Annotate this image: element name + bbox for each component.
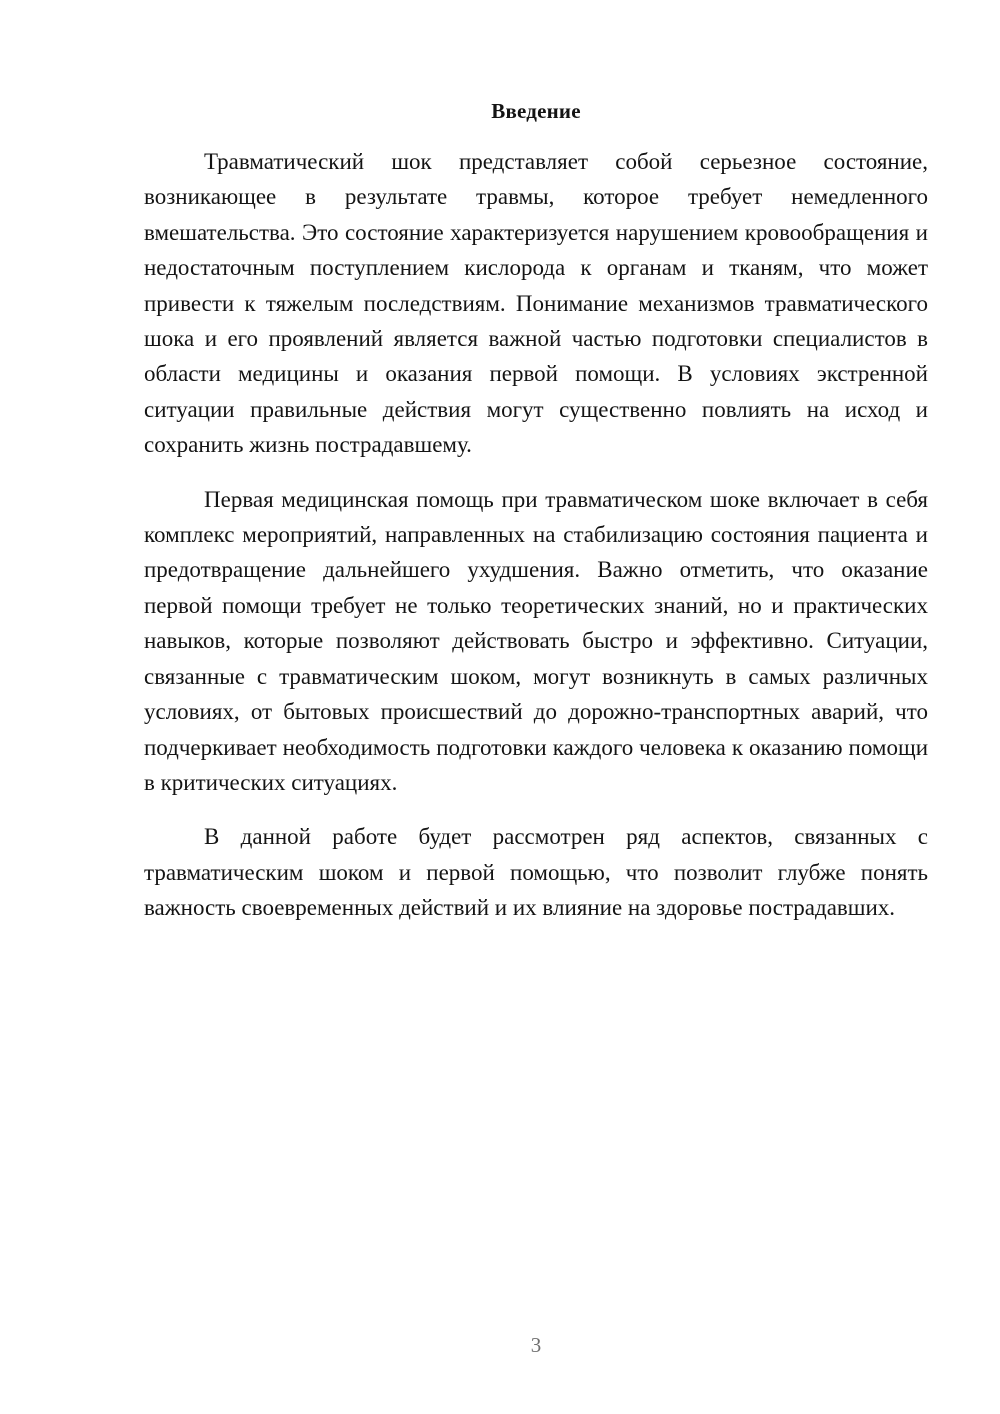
page-number: 3 — [530, 1333, 542, 1357]
section-title: Введение — [491, 99, 581, 123]
paragraph-1: Травматический шок представляет собой серьезное состояние, возникающее в результате травмы, которое требует немедленного вмешательства. Это состояние характеризуется нарушением кровообращения и недостаточным поступлением кислорода к органам и тканям, что может привести к тяжелым последствиям. Понимание механизмов травматического шока и его проявлений является важной частью подготовки специалистов в области медицины и оказания первой помощи. В условиях экстренной ситуации правильные действия могут существенно повлиять на исход и сохранить жизнь пострадавшему. — [144, 149, 928, 458]
body-text — [144, 144, 928, 926]
paragraph-2: Первая медицинская помощь при травматическом шоке включает в себя комплекс мероприятий, направленных на стабилизацию состояния пациента и предотвращение дальнейшего ухудшения. Важно отметить, что оказание первой помощи требует не только теоретических знаний, но и практических навыков, которые позволяют действовать быстро и эффективно. Ситуации, связанные с травматическим шоком, могут возникнуть в самых различных условиях, от бытовых происшествий до дорожно-транспортных аварий, что подчеркивает необходимость подготовки каждого человека к оказанию помощи в критических ситуациях. — [144, 486, 928, 795]
paragraph-3: В данной работе будет рассмотрен ряд аспектов, связанных с травматическим шоком и первой помощью, что позволит глубже понять важность своевременных действий и их влияние на здоровье пострадавших. — [144, 824, 928, 921]
